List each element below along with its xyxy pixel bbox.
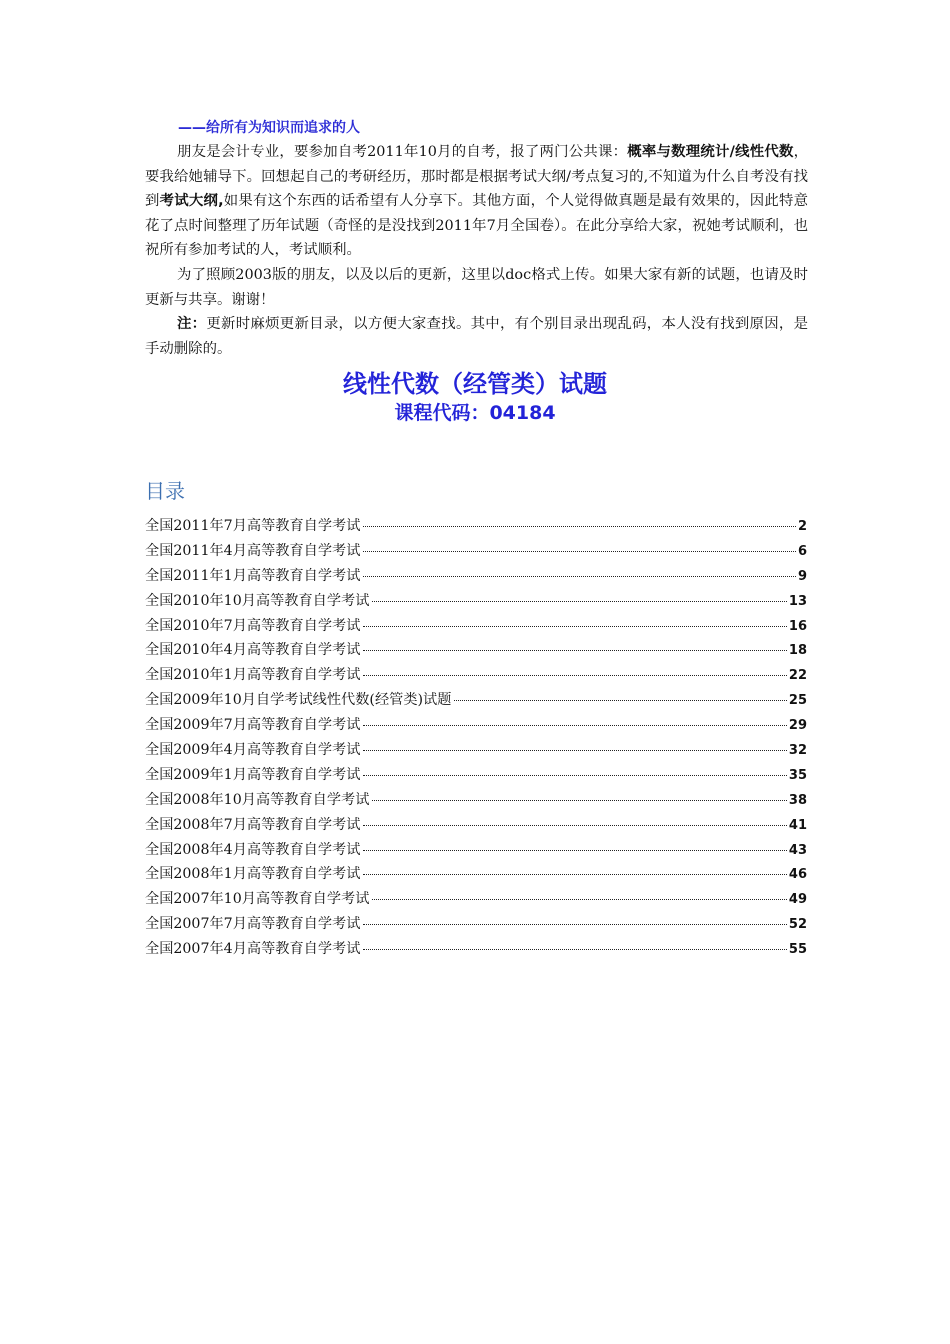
toc-entry-label: 全国2007年7月高等教育自学考试 <box>145 916 361 933</box>
toc-dot-leader <box>363 850 787 851</box>
toc-entry-label: 全国2011年1月高等教育自学考试 <box>145 567 361 584</box>
intro-p1-segment: 如果有这个东西的话希望有人分享下。其他方面，个人觉得做真题是最有效果的，因此特意花了点时间整理了历年试题（奇怪的是没找到2011年7月全国卷）。在此分享给大家，祝她考试顺利，也祝所有参加考试的人，考试顺利。 <box>145 193 808 259</box>
toc-entry-page: 18 <box>788 643 807 659</box>
intro-p1-segment: ，要我给她辅导下。回想起自己的考研经历，那时都是根据考试大纲/考点复习的,不知道为什么自考没有找到 <box>145 144 809 210</box>
toc-entry-label: 全国2009年10月自学考试线性代数(经管类)试题 <box>145 692 452 709</box>
toc-entry-label: 全国2010年10月高等教育自学考试 <box>145 592 370 609</box>
toc-entry[interactable] <box>145 714 807 739</box>
toc-entry-page: 29 <box>788 718 807 734</box>
toc-entry-page: 52 <box>788 917 807 933</box>
note-label: 注： <box>177 316 207 333</box>
toc-entry-label: 全国2009年7月高等教育自学考试 <box>145 717 361 734</box>
toc-entry[interactable] <box>145 639 807 664</box>
toc-entry-page: 9 <box>797 568 807 584</box>
toc-dot-leader <box>363 949 787 950</box>
toc-entry-page: 38 <box>788 792 807 808</box>
toc-entry-page: 49 <box>788 892 807 908</box>
toc-dot-leader <box>372 800 786 801</box>
toc-dot-leader <box>363 725 787 726</box>
toc-entry-label: 全国2008年1月高等教育自学考试 <box>145 866 361 883</box>
toc-entry-label: 全国2007年10月高等教育自学考试 <box>145 891 370 908</box>
toc-entry-page: 43 <box>788 842 807 858</box>
toc-entry-page: 55 <box>788 942 807 958</box>
toc-entry-page: 35 <box>788 767 807 783</box>
toc-entry-page: 41 <box>788 817 807 833</box>
toc-dot-leader <box>363 750 787 751</box>
document-title: 线性代数（经管类）试题 <box>343 370 607 398</box>
toc-dot-leader <box>363 924 787 925</box>
toc-entry-page: 32 <box>788 743 807 759</box>
toc-entry[interactable] <box>145 615 807 640</box>
intro-p1-segment: 朋友是会计专业，要参加自考2011年10月的自考，报了两门公共课： <box>177 144 628 160</box>
intro-text <box>145 140 808 361</box>
toc-dot-leader <box>363 526 796 527</box>
toc-entry-label: 全国2010年4月高等教育自学考试 <box>145 642 361 659</box>
toc-entry[interactable] <box>145 764 807 789</box>
intro-p1-emphasis: 概率与数理统计/线性代数 <box>627 144 794 160</box>
toc-entry-label: 全国2009年1月高等教育自学考试 <box>145 766 361 783</box>
course-code: 课程代码：04184 <box>394 402 556 424</box>
toc-entry[interactable] <box>145 565 807 590</box>
toc-entry-label: 全国2009年4月高等教育自学考试 <box>145 742 361 759</box>
toc-entry-page: 6 <box>797 543 807 559</box>
toc-entry-page: 22 <box>788 668 807 684</box>
note-text: 更新时麻烦更新目录，以方便大家查找。其中，有个别目录出现乱码，本人没有找到原因，是手动删除的。 <box>145 316 808 357</box>
toc-entry[interactable] <box>145 863 807 888</box>
toc-entry-label: 全国2010年7月高等教育自学考试 <box>145 617 361 634</box>
toc-entry-page: 13 <box>788 593 807 609</box>
toc-entry-label: 全国2007年4月高等教育自学考试 <box>145 941 361 958</box>
toc-entry[interactable] <box>145 739 807 764</box>
toc-dot-leader <box>363 551 796 552</box>
toc-entry[interactable] <box>145 888 807 913</box>
intro-paragraph-3 <box>145 312 808 361</box>
toc-entry-label: 全国2011年7月高等教育自学考试 <box>145 518 361 534</box>
toc-entry-page: 16 <box>788 618 807 634</box>
toc-heading: 目录 <box>145 479 185 503</box>
toc-dot-leader <box>372 899 786 900</box>
toc-entry[interactable] <box>145 938 807 963</box>
intro-p1-emphasis: 考试大纲, <box>159 193 224 210</box>
toc-entry[interactable] <box>145 789 807 814</box>
toc-entry[interactable] <box>145 515 807 540</box>
toc-entry-label: 全国2010年1月高等教育自学考试 <box>145 667 361 684</box>
toc-entry[interactable] <box>145 913 807 938</box>
toc-entry[interactable] <box>145 839 807 864</box>
toc-entry-page: 25 <box>788 693 807 709</box>
dedication-line: ——给所有为知识而追求的人 <box>178 120 360 136</box>
toc-entry-label: 全国2008年10月高等教育自学考试 <box>145 791 370 808</box>
toc-dot-leader <box>363 576 796 577</box>
toc-dot-leader <box>363 675 787 676</box>
toc-dot-leader <box>363 825 787 826</box>
toc-dot-leader <box>363 874 787 875</box>
table-of-contents <box>145 515 807 963</box>
toc-entry[interactable] <box>145 689 807 714</box>
toc-dot-leader <box>363 626 787 627</box>
toc-entry-page: 46 <box>788 867 807 883</box>
toc-entry-label: 全国2008年7月高等教育自学考试 <box>145 816 361 833</box>
toc-entry-label: 全国2008年4月高等教育自学考试 <box>145 841 361 858</box>
toc-entry[interactable] <box>145 540 807 565</box>
toc-dot-leader <box>372 601 786 602</box>
intro-paragraph-2: 为了照顾2003版的朋友，以及以后的更新，这里以doc格式上传。如果大家有新的试题，也请及时更新与共享。谢谢！ <box>145 266 808 308</box>
toc-entry-label: 全国2011年4月高等教育自学考试 <box>145 542 361 559</box>
toc-dot-leader <box>363 775 787 776</box>
toc-dot-leader <box>454 700 786 701</box>
toc-entry[interactable] <box>145 590 807 615</box>
intro-paragraph-1 <box>145 140 808 263</box>
toc-dot-leader <box>363 650 787 651</box>
toc-entry-page: 2 <box>797 519 807 534</box>
toc-entry[interactable] <box>145 814 807 839</box>
toc-entry[interactable] <box>145 664 807 689</box>
